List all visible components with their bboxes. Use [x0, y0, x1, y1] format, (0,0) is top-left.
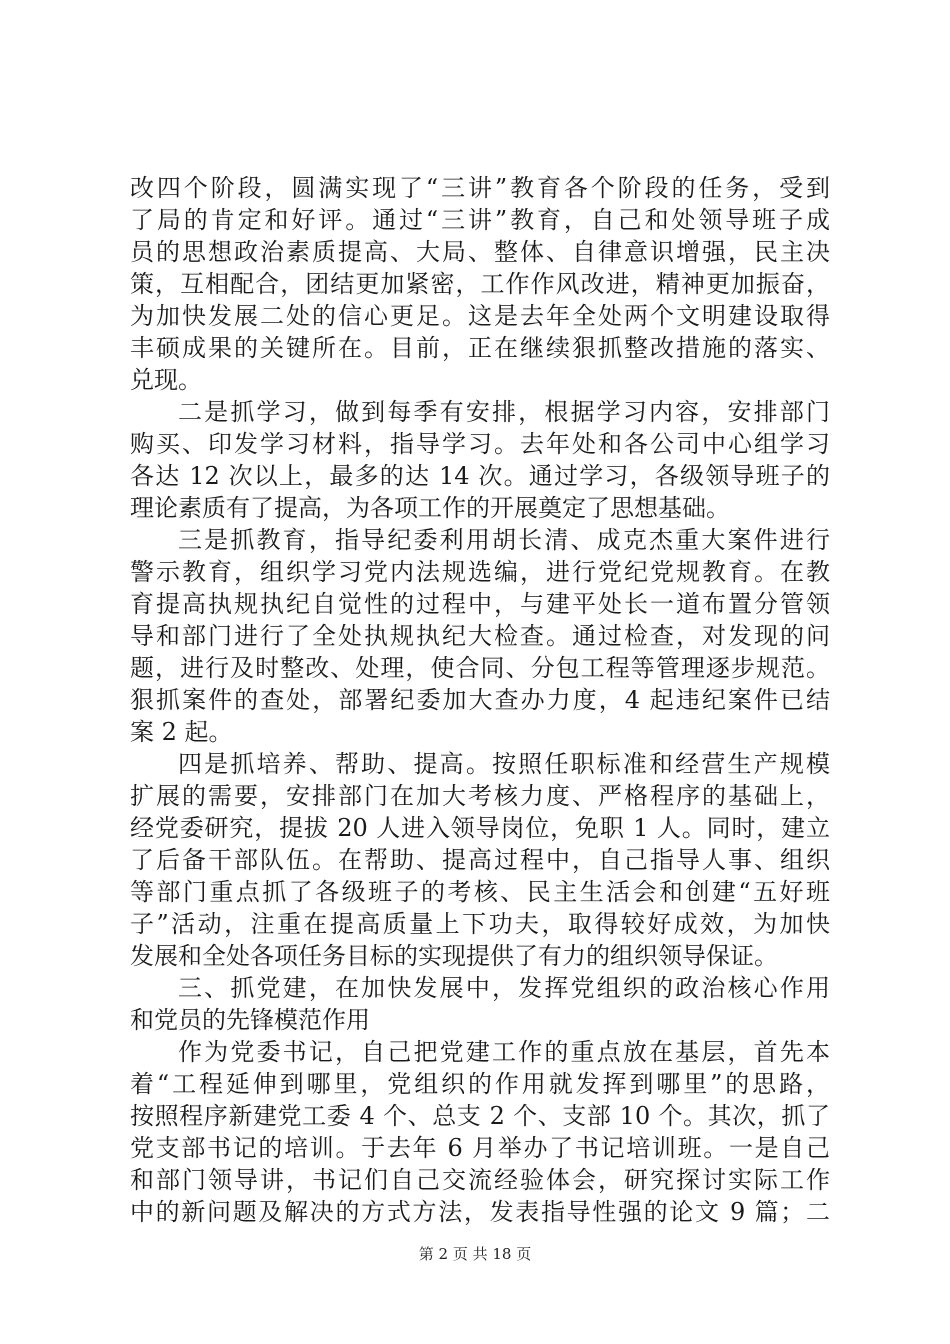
text-line: 理论素质有了提高，为各项工作的开展奠定了思想基础。 — [130, 494, 730, 522]
text-line: 导和部门进行了全处执规执纪大检查。通过检查，对发现的问 — [130, 622, 830, 650]
text-line: 扩展的需要，安排部门在加大考核力度、严格程序的基础上， — [130, 782, 830, 810]
text-line: 育提高执规执纪自觉性的过程中，与建平处长一道布置分管领 — [130, 590, 830, 618]
text-line: 子”活动，注重在提高质量上下功夫，取得较好成效，为加快 — [130, 910, 830, 938]
text-line: 二是抓学习，做到每季有安排，根据学习内容，安排部门 — [178, 398, 830, 426]
page-number-footer: 第 2 页 共 18 页 — [418, 1245, 532, 1263]
text-line: 改四个阶段，圆满实现了“三讲”教育各个阶段的任务，受到 — [130, 174, 830, 202]
text-line: 狠抓案件的查处，部署纪委加大查办力度，4 起违纪案件已结 — [130, 686, 830, 714]
text-line: 为加快发展二处的信心更足。这是去年全处两个文明建设取得 — [130, 302, 830, 330]
text-line: 各达 12 次以上，最多的达 14 次。通过学习，各级领导班子的 — [130, 462, 830, 490]
document-body — [130, 172, 830, 1228]
text-line: 着“工程延伸到哪里，党组织的作用就发挥到哪里”的思路， — [130, 1070, 830, 1098]
text-line: 发展和全处各项任务目标的实现提供了有力的组织领导保证。 — [130, 942, 778, 970]
text-line: 员的思想政治素质提高、大局、整体、自律意识增强，民主决 — [130, 238, 830, 266]
text-line: 购买、印发学习材料，指导学习。去年处和各公司中心组学习 — [130, 430, 830, 458]
text-line: 经党委研究，提拔 20 人进入领导岗位，免职 1 人。同时，建立 — [130, 814, 830, 842]
text-line: 党支部书记的培训。于去年 6 月举办了书记培训班。一是自己 — [130, 1134, 830, 1162]
text-line: 丰硕成果的关键所在。目前，正在继续狠抓整改措施的落实、 — [130, 334, 830, 362]
text-line: 和部门领导讲，书记们自己交流经验体会，研究探讨实际工作 — [130, 1166, 830, 1194]
text-line: 策，互相配合，团结更加紧密，工作作风改进，精神更加振奋， — [130, 270, 830, 298]
text-line: 题，进行及时整改、处理，使合同、分包工程等管理逐步规范。 — [130, 654, 830, 682]
text-line: 中的新问题及解决的方式方法，发表指导性强的论文 9 篇；二 — [130, 1198, 830, 1226]
text-line: 作为党委书记，自己把党建工作的重点放在基层，首先本 — [178, 1038, 830, 1066]
text-line: 和党员的先锋模范作用 — [130, 1006, 370, 1034]
text-line: 三是抓教育，指导纪委利用胡长清、成克杰重大案件进行 — [178, 526, 830, 554]
text-line: 了后备干部队伍。在帮助、提高过程中，自己指导人事、组织 — [130, 846, 830, 874]
text-line: 警示教育，组织学习党内法规选编，进行党纪党规教育。在教 — [130, 558, 830, 586]
text-line: 按照程序新建党工委 4 个、总支 2 个、支部 10 个。其次，抓了 — [130, 1102, 830, 1130]
text-line: 等部门重点抓了各级班子的考核、民主生活会和创建“五好班 — [130, 878, 830, 906]
text-line: 四是抓培养、帮助、提高。按照任职标准和经营生产规模 — [178, 750, 830, 778]
text-line: 了局的肯定和好评。通过“三讲”教育，自己和处领导班子成 — [130, 206, 830, 234]
text-line: 兑现。 — [130, 366, 202, 394]
text-line: 案 2 起。 — [130, 718, 233, 746]
text-line: 三、抓党建，在加快发展中，发挥党组织的政治核心作用 — [178, 974, 830, 1002]
